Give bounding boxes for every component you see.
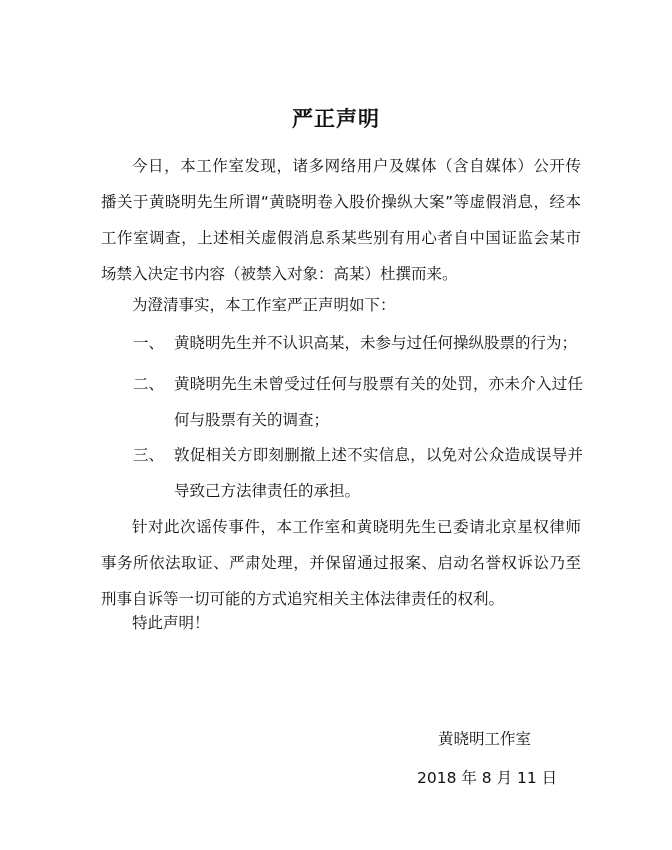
statement-date: 2018 年 8 月 11 日 <box>417 769 558 787</box>
signature: 黄晓明工作室 <box>438 730 532 748</box>
document-title: 严正声明 <box>292 107 380 131</box>
intro-paragraph: 今日，本工作室发现，诸多网络用户及媒体（含自媒体）公开传播关于黄晓明先生所谓“黄晓明卷入股价操纵大案”等虚假消息，经本工作室调查，上述相关虚假消息系某些别有用心者自中国证监会某市场禁入决定书内容（被禁入对象：高某）杜撰而来。 <box>101 157 581 283</box>
item-text: 黄晓明先生并不认识高某，未参与过任何操纵股票的行为； <box>174 334 578 352</box>
lead-paragraph: 为澄清事实，本工作室严正声明如下： <box>132 296 396 314</box>
closing-paragraph: 特此声明！ <box>132 614 210 632</box>
item-number: 三、 <box>133 446 165 464</box>
item-text: 敦促相关方即刻删撤上述不实信息，以免对公众造成误导并导致己方法律责任的承担。 <box>174 446 583 500</box>
statement-item-2 <box>133 366 583 438</box>
action-paragraph: 针对此次谣传事件，本工作室和黄晓明先生已委请北京星权律师事务所依法取证、严肃处理，并保留通过报案、启动名誉权诉讼乃至刑事自诉等一切可能的方式追究相关主体法律责任的权利。 <box>101 518 581 608</box>
item-number: 一、 <box>133 334 165 352</box>
statement-item-3 <box>133 437 583 509</box>
item-number: 二、 <box>133 375 165 393</box>
item-text: 黄晓明先生未曾受过任何与股票有关的处罚，亦未介入过任何与股票有关的调查； <box>174 375 583 429</box>
statement-item-1 <box>133 325 583 361</box>
